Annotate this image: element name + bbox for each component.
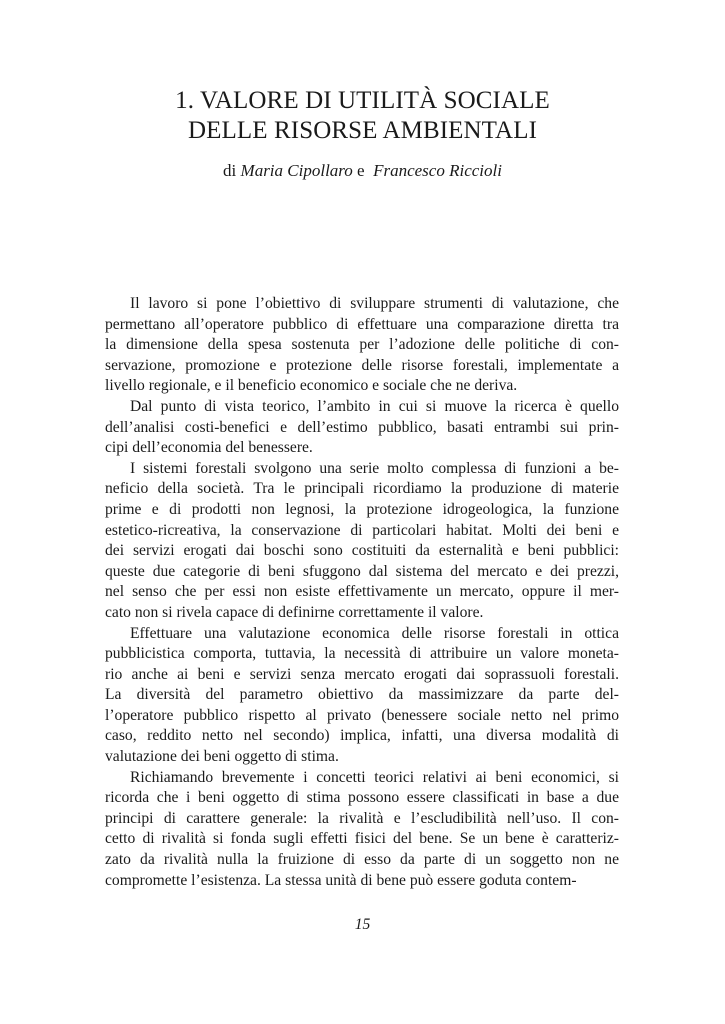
text-line: Effettuare una valutazione economica delle risorse forestali in ottica — [130, 624, 619, 642]
chapter-title-line-1: 1. VALORE DI UTILITÀ SOCIALE — [175, 87, 550, 114]
text-line: I sistemi forestali svolgono una serie molto complessa di funzioni a be- — [130, 459, 619, 477]
text-line: nel senso che per essi non esiste effettivamente un mercato, oppure il mer- — [105, 583, 619, 601]
paragraph — [105, 459, 619, 624]
text-line: zato da rivalità nulla la fruizione di esso da parte di un soggetto non ne — [105, 851, 619, 869]
text-line: permettano all’operatore pubblico di effettuare una comparazione diretta tra — [105, 315, 619, 333]
text-line: cetto di rivalità si fonda sugli effetti fisici del bene. Se un bene è caratteriz- — [105, 830, 619, 848]
chapter-title — [0, 86, 725, 146]
text-line: Dal punto di vista teorico, l’ambito in cui si muove la ricerca è quello — [130, 397, 619, 415]
text-line: livello regionale, e il beneficio economico e sociale che ne deriva. — [105, 377, 518, 395]
text-line: estetico-ricreativa, la conservazione di particolari habitat. Molti dei beni e — [105, 521, 619, 539]
page-number: 15 — [354, 916, 371, 933]
text-line: queste due categorie di beni sfuggono dal sistema del mercato e dei prezzi, — [105, 562, 619, 580]
text-line: La diversità del parametro obiettivo da massimizzare da parte del- — [105, 686, 619, 704]
text-line: Il lavoro si pone l’obiettivo di sviluppare strumenti di valutazione, che — [130, 295, 619, 312]
text-line: ricorda che i beni oggetto di stima possono essere classificati in base a due — [105, 789, 619, 807]
text-line: l’operatore pubblico rispetto al privato (benessere sociale netto nel primo — [105, 706, 619, 724]
text-line: la dimensione della spesa sostenuta per l’adozione delle politiche di con- — [105, 336, 619, 354]
paragraph — [105, 294, 619, 397]
paragraph — [105, 397, 619, 459]
text-line: servazione, promozione e protezione delle risorse forestali, implementate a — [105, 356, 619, 374]
text-line: caso, reddito netto nel secondo) implica, infatti, una diversa modalità di — [105, 727, 619, 745]
text-line: dell’analisi costi-benefici e dell’estimo pubblico, basati entrambi sui prin- — [105, 418, 619, 436]
text-line: neficio della società. Tra le principali ricordiamo la produzione di materie — [105, 480, 619, 498]
author-name-2: Francesco Riccioli — [373, 161, 502, 180]
text-line: Richiamando brevemente i concetti teorici relativi ai beni economici, si — [130, 768, 619, 786]
paragraph — [105, 624, 619, 768]
author-name-1: Maria Cipollaro — [240, 161, 353, 180]
text-line: compromette l’esistenza. La stessa unità di bene può essere goduta contem- — [105, 871, 577, 889]
body-text — [105, 294, 619, 891]
text-line: principi di carattere generale: la rivalità e l’escludibilità nell’uso. Il con- — [105, 809, 619, 827]
author-byline — [0, 160, 725, 182]
text-line: dei servizi erogati dai boschi sono costituiti da esternalità e beni pubblici: — [105, 542, 619, 560]
text-line: prime e di prodotti non legnosi, la protezione idrogeologica, la funzione — [105, 500, 619, 518]
text-line: valutazione dei beni oggetto di stima. — [105, 748, 339, 766]
text-line: cato non si rivela capace di definirne correttamente il valore. — [105, 603, 484, 621]
paragraph — [105, 768, 619, 892]
text-line: pubblicistica comporta, tuttavia, la necessità di attribuire un valore moneta- — [105, 645, 619, 663]
text-line: rio anche ai beni e servizi senza mercato erogati dai soprassuoli forestali. — [105, 665, 619, 683]
text-line: cipi dell’economia del benessere. — [105, 439, 313, 457]
byline-conjunction: e — [357, 161, 365, 180]
byline-prefix: di — [223, 161, 237, 180]
chapter-title-line-2: DELLE RISORSE AMBIENTALI — [188, 117, 537, 144]
